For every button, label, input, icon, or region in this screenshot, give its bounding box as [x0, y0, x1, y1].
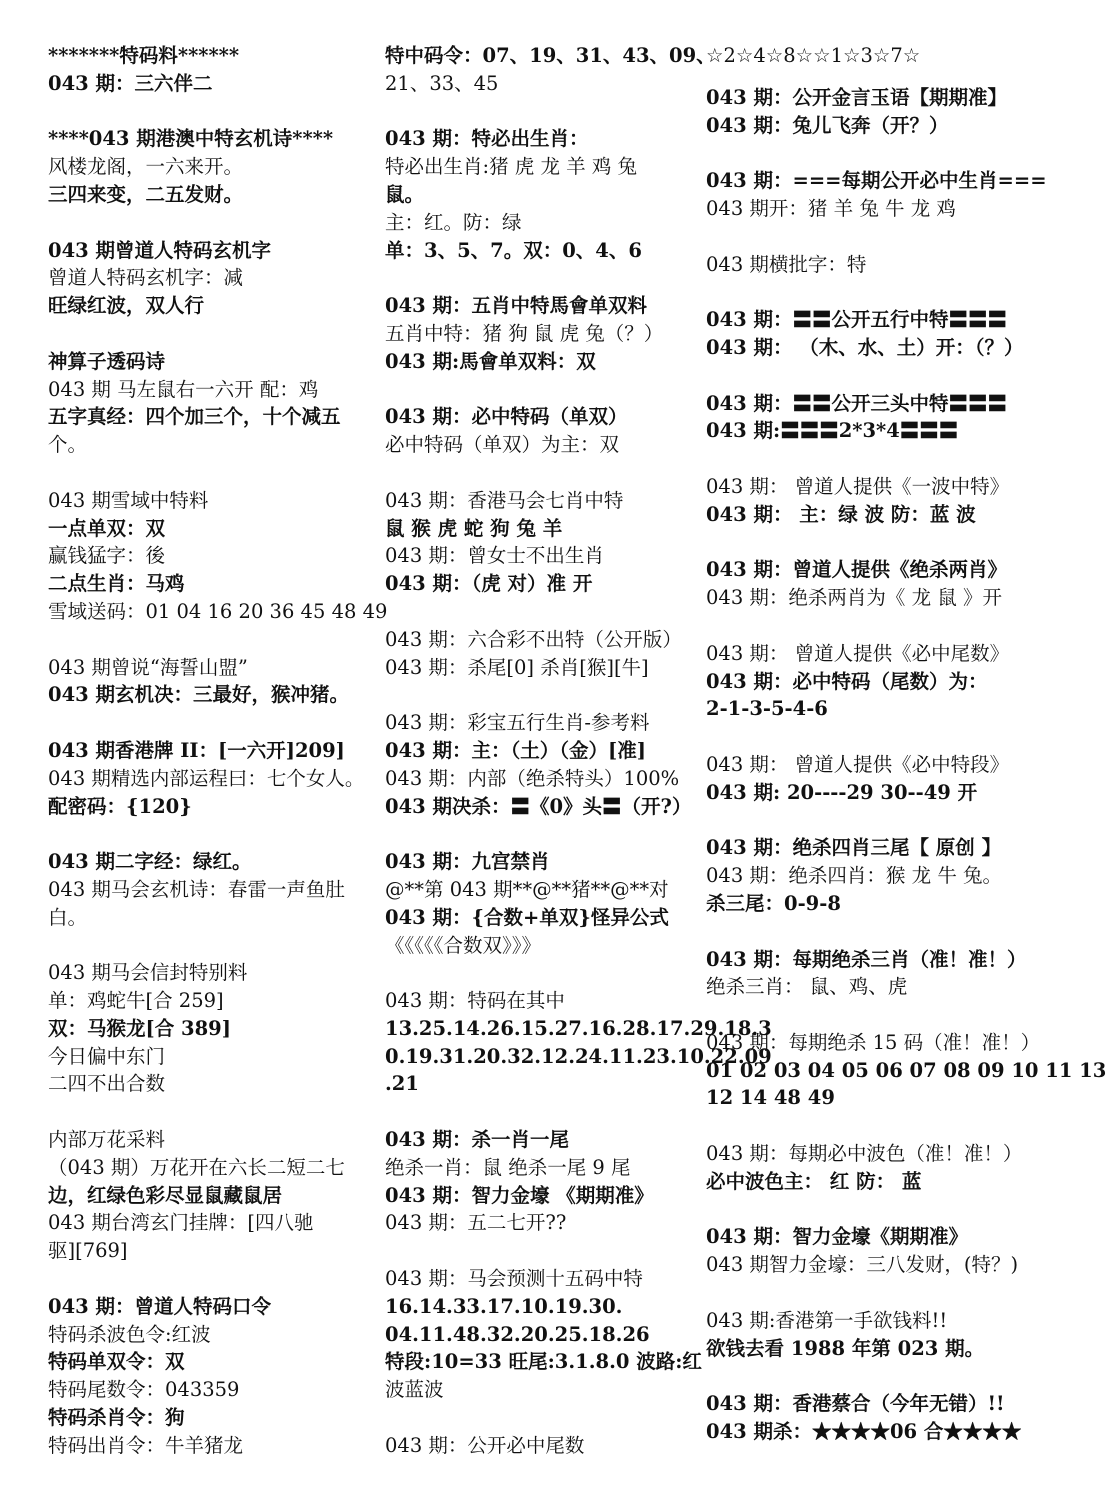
text-line: 特码尾数令：043359	[48, 1378, 240, 1402]
text-line: 043 期台湾玄门挂牌：[四八驰	[48, 1211, 314, 1235]
spacer	[706, 918, 1036, 946]
text-line: 旺绿红波，双人行	[48, 294, 205, 318]
text-line: 鼠 猴 虎 蛇 狗 兔 羊	[385, 516, 563, 540]
text-line: 《《《《《合数双》》》	[385, 933, 542, 957]
text-line: 043 期：每期绝杀 15 码（准！准！）	[706, 1030, 1041, 1054]
text-line: 043 期：智力金壕 《期期准》	[385, 1183, 654, 1207]
text-line: 043 期：九宫禁肖	[385, 850, 550, 874]
text-line: 043 期雪域中特料	[48, 488, 209, 512]
spacer	[385, 959, 697, 987]
text-line: 特段:10=33 旺尾:3.1.8.0 波路:红	[385, 1350, 702, 1374]
text-line: 风楼龙阁，一六来开。	[48, 155, 244, 179]
text-line: 杀三尾：0-9-8	[706, 891, 841, 915]
text-line: 五肖中特：猪 狗 鼠 虎 兔（？）	[385, 321, 664, 345]
text-line: 043 期精选内部运程曰：七个女人。	[48, 766, 365, 790]
spacer	[706, 362, 1036, 390]
spacer	[385, 598, 697, 626]
spacer	[706, 612, 1036, 640]
text-line: 特码单双令：双	[48, 1350, 185, 1374]
text-line: 043 期：兔儿飞奔（开？）	[706, 113, 949, 137]
text-line: 043 期横批字：特	[706, 252, 867, 276]
text-line: ****043 期港澳中特玄机诗****	[48, 127, 334, 151]
text-line: 04.11.48.32.20.25.18.26	[385, 1322, 650, 1346]
text-line: 043 期:香港第一手欲钱料!!	[706, 1308, 948, 1332]
spacer	[706, 1279, 1036, 1307]
text-line: 雪域送码：01 04 16 20 36 45 48 49	[48, 599, 388, 623]
text-line: 043 期： 曾道人提供《一波中特》	[706, 474, 1010, 498]
text-line: 01 02 03 04 05 06 07 08 09 10 11 13	[706, 1058, 1106, 1082]
spacer	[706, 1001, 1036, 1029]
text-line: （043 期）万花开在六长二短二七	[48, 1155, 345, 1179]
text-line: 2-1-3-5-4-6	[706, 697, 828, 721]
text-line: 三四来变，二五发财。	[48, 182, 244, 206]
text-line: 043 期：六合彩不出特（公开版）	[385, 627, 682, 651]
text-line: ☆2☆4☆8☆☆1☆3☆7☆	[706, 44, 921, 67]
column-right	[706, 42, 1106, 1446]
text-line: 曾道人特码玄机字：减	[48, 266, 244, 290]
text-line: 欲钱去看 1988 年第 023 期。	[706, 1336, 985, 1360]
text-line: 043 期：香港蔡合（今年无错）!!	[706, 1392, 1005, 1416]
text-line: 边，红绿色彩尽显鼠藏鼠居	[48, 1183, 283, 1207]
spacer	[48, 709, 374, 737]
spacer	[385, 376, 697, 404]
text-line: 鼠。	[385, 182, 425, 206]
text-line: 主：红。防：绿	[385, 210, 522, 234]
text-line: 043 期马会信封特别料	[48, 961, 248, 985]
text-line: 043 期：曾道人提供《绝杀两肖》	[706, 558, 1007, 582]
text-line: 赢钱猛字：後	[48, 544, 166, 568]
text-line: 043 期决杀：〓《0》头〓（开?）	[385, 794, 692, 818]
text-line: 绝杀三肖： 鼠、鸡、虎	[706, 975, 908, 999]
spacer	[385, 820, 697, 848]
text-line: 043 期曾道人特码玄机字	[48, 238, 271, 262]
text-line: 043 期：===每期公开必中生肖===	[706, 169, 1047, 193]
spacer	[385, 1237, 697, 1265]
text-line: 043 期：公开金言玉语【期期准】	[706, 85, 1007, 109]
text-line: 043 期：五肖中特馬會单双料	[385, 294, 647, 318]
text-line: 043 期：绝杀四肖三尾【 原创 】	[706, 836, 1002, 860]
spacer	[706, 70, 1036, 84]
text-line: 043 期：每期必中波色（准！准！）	[706, 1142, 1023, 1166]
text-line: 043 期：〓〓公开五行中特〓〓〓	[706, 308, 1007, 332]
text-line: 二四不出合数	[48, 1072, 166, 1096]
spacer	[48, 98, 374, 126]
text-line: @**第 043 期**@**猪**@**对	[385, 877, 669, 901]
text-line: 043 期：杀一肖一尾	[385, 1128, 569, 1152]
text-line: 必中特码（单双）为主：双	[385, 433, 620, 457]
text-line: 043 期二字经：绿红。	[48, 850, 252, 874]
text-line: 043 期玄机决：三最好，猴冲猪。	[48, 683, 349, 707]
text-line: 043 期杀：★★★★06 合★★★★	[706, 1420, 1022, 1444]
spacer	[706, 223, 1036, 251]
text-line: 043 期：三六伴二	[48, 71, 213, 95]
text-line: 043 期 马左鼠右一六开 配：鸡	[48, 377, 319, 401]
text-line: 今日偏中东门	[48, 1044, 166, 1068]
text-line: .21	[385, 1072, 419, 1096]
text-line: 043 期:馬會单双料：双	[385, 349, 596, 373]
text-line: 043 期： 曾道人提供《必中特段》	[706, 752, 1010, 776]
text-line: 必中波色主： 红 防： 蓝	[706, 1169, 922, 1193]
spacer	[706, 529, 1036, 557]
text-line: 双：马猴龙[合 389]	[48, 1016, 231, 1040]
spacer	[48, 459, 374, 487]
text-line: 043 期:〓〓〓2*3*4〓〓〓	[706, 419, 959, 443]
text-line: 043 期：公开必中尾数	[385, 1433, 585, 1457]
spacer	[385, 98, 697, 126]
spacer	[48, 320, 374, 348]
text-line: 043 期：智力金壕《期期准》	[706, 1225, 968, 1249]
text-line: 特码杀肖令：狗	[48, 1406, 185, 1430]
text-line: 21、33、45	[385, 71, 499, 95]
text-line: 043 期开：猪 羊 兔 牛 龙 鸡	[706, 196, 956, 220]
text-line: 16.14.33.17.10.19.30.	[385, 1294, 623, 1318]
text-line: 043 期：马会预测十五码中特	[385, 1267, 643, 1291]
text-line: 特中码令：07、19、31、43、09、	[385, 44, 716, 67]
text-line: 一点单双：双	[48, 516, 166, 540]
text-line: 0.19.31.20.32.12.24.11.23.10.22.09	[385, 1044, 772, 1068]
text-line: 043 期：曾道人特码口令	[48, 1294, 271, 1318]
spacer	[48, 932, 374, 960]
text-line: 043 期：曾女士不出生肖	[385, 544, 604, 568]
text-line: 内部万花采料	[48, 1128, 166, 1152]
text-line: 白。	[48, 905, 88, 929]
text-line: 043 期智力金壕：三八发财，(特？)	[706, 1253, 1019, 1277]
text-line: 043 期: 20----29 30--49 开	[706, 780, 978, 804]
spacer	[48, 820, 374, 848]
spacer	[48, 626, 374, 654]
text-line: 043 期：绝杀两肖为《 龙 鼠 》开	[706, 586, 1003, 610]
spacer	[385, 459, 697, 487]
spacer	[706, 723, 1036, 751]
text-line: 043 期：内部（绝杀特头）100%	[385, 766, 680, 790]
text-line: 配密码：{120}	[48, 794, 192, 818]
text-line: 特必出生肖:猪 虎 龙 羊 鸡 兔	[385, 155, 638, 179]
text-line: 神算子透码诗	[48, 349, 166, 373]
spacer	[706, 278, 1036, 306]
text-line: 043 期：主：（土）（金）[准]	[385, 738, 646, 762]
text-line: 单：3、5、7。双：0、4、6	[385, 238, 642, 262]
text-line: 043 期：香港马会七肖中特	[385, 488, 624, 512]
text-line: 043 期曾说“海誓山盟”	[48, 655, 248, 679]
text-line: 13.25.14.26.15.27.16.28.17.29.18.3	[385, 1016, 772, 1040]
text-line: 043 期香港牌 II：[一六开]209]	[48, 738, 345, 762]
column-left	[48, 42, 388, 1460]
spacer	[48, 209, 374, 237]
text-line: 个。	[48, 433, 88, 457]
spacer	[385, 264, 697, 292]
text-line: 绝杀一肖：鼠 绝杀一尾 9 尾	[385, 1155, 631, 1179]
spacer	[706, 1112, 1036, 1140]
spacer	[48, 1098, 374, 1126]
text-line: 043 期：杀尾[0] 杀肖[猴][牛]	[385, 655, 649, 679]
text-line: *******特码料******	[48, 44, 240, 67]
text-line: 驱][769]	[48, 1239, 128, 1263]
text-line: 043 期：特码在其中	[385, 989, 565, 1013]
spacer	[706, 1362, 1036, 1390]
text-line: 043 期：必中特码（尾数）为：	[706, 669, 988, 693]
text-line: 特码出肖令：牛羊猪龙	[48, 1433, 244, 1457]
text-line: 043 期马会玄机诗：春雷一声鱼肚	[48, 877, 345, 901]
text-line: 043 期：五二七开??	[385, 1211, 567, 1235]
text-line: 043 期：每期绝杀三肖（准！准！）	[706, 947, 1027, 971]
text-line: 五字真经：四个加三个，十个减五	[48, 405, 341, 429]
text-line: 12 14 48 49	[706, 1086, 835, 1110]
spacer	[385, 1404, 697, 1432]
spacer	[706, 1196, 1036, 1224]
spacer	[706, 139, 1036, 167]
text-line: 043 期：（虎 对）准 开	[385, 572, 593, 596]
spacer	[385, 681, 697, 709]
text-line: 043 期：彩宝五行生肖-参考料	[385, 711, 650, 735]
text-line: 043 期： （木、水、土）开：（？）	[706, 335, 1024, 359]
spacer	[48, 1265, 374, 1293]
text-line: 单：鸡蛇牛[合 259]	[48, 989, 224, 1013]
spacer	[385, 1098, 697, 1126]
text-line: 043 期：{合数+单双}怪异公式	[385, 905, 669, 929]
text-line: 二点生肖：马鸡	[48, 572, 185, 596]
text-line: 043 期：特必出生肖：	[385, 127, 589, 151]
spacer	[706, 445, 1036, 473]
text-line: 043 期：绝杀四肖：猴 龙 牛 兔。	[706, 864, 1003, 888]
text-line: 特码杀波色令:红波	[48, 1322, 211, 1346]
text-line: 043 期： 主：绿 波 防：蓝 波	[706, 502, 976, 526]
text-line: 043 期：必中特码（单双）	[385, 405, 628, 429]
text-line: 043 期： 曾道人提供《必中尾数》	[706, 641, 1010, 665]
text-line: 波蓝波	[385, 1378, 444, 1402]
spacer	[706, 807, 1036, 835]
text-line: 043 期：〓〓公开三头中特〓〓〓	[706, 391, 1007, 415]
